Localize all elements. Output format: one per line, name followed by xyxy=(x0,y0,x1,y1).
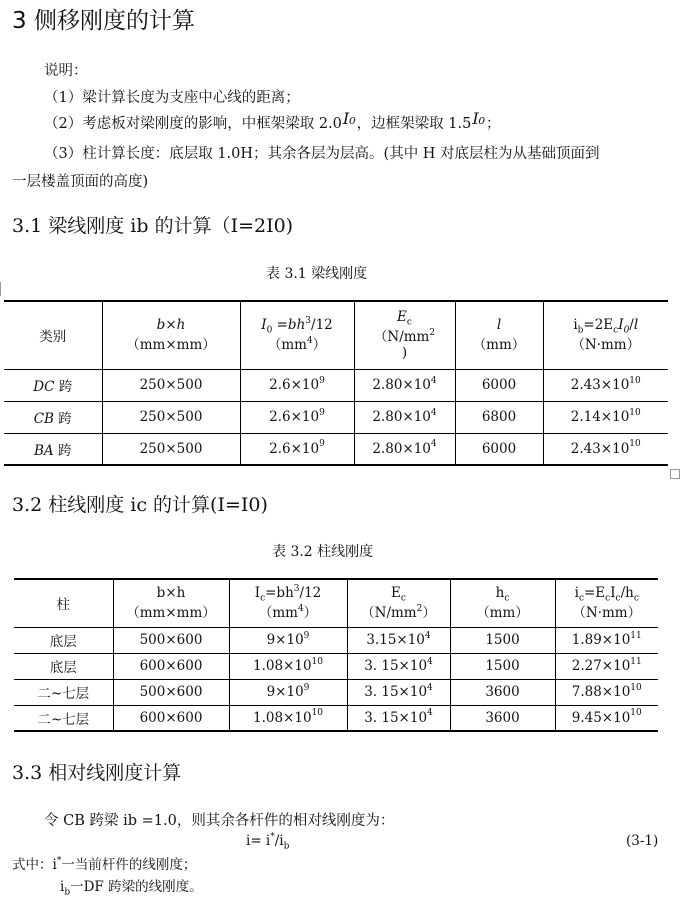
header-icc-h-sub: c xyxy=(633,593,639,604)
row-label: 二~七层 xyxy=(14,705,113,731)
column-stiffness-table xyxy=(14,578,658,732)
header-hc-line2: （mm） xyxy=(476,605,529,622)
table-row xyxy=(14,627,658,653)
header-ec-E: E xyxy=(391,585,401,602)
cell-bh: 500×600 xyxy=(113,679,229,705)
header-i0 xyxy=(240,301,354,369)
cell-ec-exp: 4 xyxy=(430,407,437,418)
note-2-part-b: ，边框架梁取 1.5 xyxy=(356,116,472,132)
header-bh xyxy=(102,301,240,369)
cell-ec xyxy=(347,679,450,705)
note-3-line-2: 一层楼盖顶面的高度) xyxy=(12,174,149,190)
header-l-line2: （mm） xyxy=(472,337,526,354)
header-i0-formula: =bh xyxy=(272,317,306,334)
cell-ec-exp: 4 xyxy=(427,682,433,693)
header-i0-symbol: I xyxy=(261,317,267,334)
cell-bh: 500×600 xyxy=(113,627,229,653)
note-1: （1）梁计算长度为支座中心线的距离； xyxy=(44,90,300,106)
definition-line xyxy=(60,875,203,898)
cell-ec-base: 2.80×10 xyxy=(372,377,431,393)
table-end-mark xyxy=(670,469,680,479)
header-bh-line2: （mm×mm） xyxy=(126,605,216,622)
cell-ic xyxy=(229,679,347,705)
section-title: 3 侧移刚度的计算 xyxy=(12,8,195,34)
header-ib-l: l xyxy=(633,317,639,334)
header-ib-I: I xyxy=(618,317,624,334)
table-row xyxy=(14,653,658,679)
where-prefix: 式中：i xyxy=(12,857,57,873)
header-ic-line2 xyxy=(230,601,347,621)
header-ec-unit: （N/mm xyxy=(373,329,430,346)
header-icc-h: /h xyxy=(620,585,634,602)
cell-l: 6800 xyxy=(455,401,543,433)
row-label xyxy=(4,401,102,433)
header-i0-unit: （mm xyxy=(267,337,307,354)
header-icc-line1 xyxy=(556,585,659,604)
table2-caption: 表 3.2 柱线刚度 xyxy=(272,544,374,560)
cell-i0-exp: 9 xyxy=(319,375,325,386)
header-ec-line1 xyxy=(355,309,455,328)
header-ib xyxy=(543,301,668,369)
cell-hc: 3600 xyxy=(450,679,555,705)
cell-ec-base: 2.80×10 xyxy=(372,440,431,457)
table-row xyxy=(4,369,668,401)
cell-i0 xyxy=(240,369,354,401)
table-header-row xyxy=(14,579,658,627)
where-desc: 一当前杆件的线刚度； xyxy=(61,857,197,873)
header-ib-e-sub: c xyxy=(613,325,619,336)
header-ec-line2 xyxy=(355,325,455,345)
cell-ec-exp: 4 xyxy=(430,439,437,450)
eq-sub: b xyxy=(283,841,290,852)
section-3-2-title: 3.2 柱线刚度 ic 的计算(I=I0) xyxy=(12,494,268,516)
note-2-part-c: ； xyxy=(486,116,501,132)
cell-ec xyxy=(354,433,455,465)
header-bh-line2: （mm×mm） xyxy=(126,337,216,354)
cell-ic xyxy=(229,653,347,679)
header-i0-line1 xyxy=(241,315,354,336)
header-ib-I-sub: 0 xyxy=(623,325,630,336)
cell-ec xyxy=(354,369,455,401)
header-hc-line1 xyxy=(451,585,555,604)
io-symbol: I₀ xyxy=(472,109,486,128)
beam-stiffness-table xyxy=(4,300,668,466)
cell-ib-exp: 10 xyxy=(629,439,641,450)
row-label: 二~七层 xyxy=(14,679,113,705)
cell-ec xyxy=(347,705,450,731)
header-bh xyxy=(113,579,229,627)
table-row xyxy=(14,679,658,705)
where-star: * xyxy=(56,855,62,866)
header-ec xyxy=(347,579,450,627)
cell-i0-exp: 9 xyxy=(319,439,325,450)
header-ec-sub: c xyxy=(400,593,406,604)
header-ib-line2: （N·mm） xyxy=(571,337,641,354)
header-col: 柱 xyxy=(14,579,113,627)
header-hc-sub: c xyxy=(504,593,510,604)
def-i: i xyxy=(60,879,65,895)
header-ec xyxy=(354,301,455,369)
header-ec-line1 xyxy=(348,585,450,604)
note-2-part-a: （2）考虑板对梁刚度的影响，中框架梁取 2.0 xyxy=(44,116,342,132)
cell-icc-exp: 11 xyxy=(630,656,642,667)
cell-i0 xyxy=(240,401,354,433)
cell-ec xyxy=(347,653,450,679)
header-ic-div: /12 xyxy=(299,585,322,602)
cell-ib xyxy=(543,369,668,401)
cell-ec-exp: 4 xyxy=(427,656,433,667)
header-ic-exp: 3 xyxy=(293,583,300,594)
row-label: 底层 xyxy=(14,627,113,653)
cell-hc: 3600 xyxy=(450,705,555,731)
header-ec-line2 xyxy=(348,601,450,621)
row-label-suffix: 跨 xyxy=(54,379,73,395)
header-ic xyxy=(229,579,347,627)
header-ib-sub: b xyxy=(577,325,584,336)
cell-ib xyxy=(543,401,668,433)
header-ec-unit-exp: 2 xyxy=(416,603,423,614)
cell-icc-exp: 10 xyxy=(630,682,642,693)
cell-bh: 250×500 xyxy=(102,369,240,401)
cell-i0-exp: 9 xyxy=(319,407,325,418)
relative-intro: 令 CB 跨梁 ib =1.0，则其余各杆件的相对线刚度为： xyxy=(44,813,395,829)
cell-ib-exp: 10 xyxy=(629,375,641,386)
equation xyxy=(246,831,290,852)
header-i0-div: /12 xyxy=(311,317,333,334)
header-icc-i: i xyxy=(574,585,579,602)
cell-ec-exp: 4 xyxy=(424,630,431,641)
header-icc-I-sub: c xyxy=(615,593,621,604)
header-hc-h: h xyxy=(495,585,505,602)
table-row xyxy=(14,705,658,731)
cell-bh: 250×500 xyxy=(102,401,240,433)
cell-ec xyxy=(347,627,450,653)
header-ib-e: =2E xyxy=(583,317,614,334)
def-desc: 一DF 跨梁的线刚度。 xyxy=(70,879,203,895)
note-2 xyxy=(44,109,501,133)
cell-icc xyxy=(555,705,658,731)
cell-ib-exp: 10 xyxy=(629,407,641,418)
io-symbol: I₀ xyxy=(342,109,356,128)
cell-i0-base: 2.6×10 xyxy=(269,440,320,457)
table-row xyxy=(4,401,668,433)
header-icc-line2: （N·mm） xyxy=(572,605,642,622)
cell-ic-exp: 9 xyxy=(303,682,310,693)
paragraph-mark xyxy=(0,282,9,296)
header-i0-sub: 0 xyxy=(266,325,273,336)
header-i0-unit-exp: 4 xyxy=(306,335,313,346)
cell-icc-base: 7.88×10 xyxy=(571,684,631,700)
eq-lhs: i= i xyxy=(246,833,271,849)
header-l xyxy=(455,301,543,369)
header-icc-e-sub: c xyxy=(605,593,611,604)
cell-icc-exp: 10 xyxy=(630,708,642,719)
cell-ic xyxy=(229,705,347,731)
table-header-row xyxy=(4,301,668,369)
header-ic-unit-close: ） xyxy=(303,605,318,622)
cell-icc xyxy=(555,653,658,679)
cell-l: 6000 xyxy=(455,369,543,401)
cell-icc-base: 1.89×10 xyxy=(571,632,631,648)
eq-div: /i xyxy=(274,833,284,849)
cell-i0-base: 2.6×10 xyxy=(269,409,320,425)
notes-intro: 说明： xyxy=(44,63,88,79)
cell-icc-exp: 11 xyxy=(630,630,642,641)
header-l-line1: l xyxy=(496,317,502,334)
header-ic-sub: c xyxy=(260,593,266,604)
cell-ec-base: 3.15×10 xyxy=(366,632,425,648)
row-label xyxy=(4,369,102,401)
cell-ic-base: 1.08×10 xyxy=(252,709,312,726)
cell-icc xyxy=(555,627,658,653)
header-i0-unit-close: ） xyxy=(312,337,327,354)
header-ec-unit: （N/mm xyxy=(361,605,417,622)
cell-ec-base: 3. 15×10 xyxy=(364,684,428,700)
cell-i0 xyxy=(240,433,354,465)
where-line xyxy=(12,853,196,873)
header-i0-exp: 3 xyxy=(305,315,312,326)
header-ic-unit-exp: 4 xyxy=(297,603,304,614)
table1-caption: 表 3.1 梁线刚度 xyxy=(266,266,368,282)
header-icc-I: I xyxy=(610,585,616,602)
cell-ic-exp: 9 xyxy=(303,630,310,641)
header-ec-unit-exp: 2 xyxy=(429,327,436,338)
header-ib-i: i xyxy=(573,317,578,334)
header-ib-line1 xyxy=(544,317,669,336)
cell-ib-base: 2.14×10 xyxy=(570,409,630,425)
row-label-name: CB xyxy=(33,411,54,427)
cell-bh: 600×600 xyxy=(113,653,229,679)
cell-ic-exp: 10 xyxy=(311,708,323,719)
header-bh-line1: b×h xyxy=(156,317,186,334)
header-hc xyxy=(450,579,555,627)
row-label-suffix: 跨 xyxy=(53,442,72,459)
table-row xyxy=(4,433,668,465)
cell-bh: 250×500 xyxy=(102,433,240,465)
cell-ic-base: 9×10 xyxy=(266,684,304,700)
def-sub: b xyxy=(64,887,71,898)
cell-ec-exp: 4 xyxy=(430,375,437,386)
header-type: 类别 xyxy=(4,301,102,369)
header-bh-line1: b×h xyxy=(156,585,186,602)
cell-ec-base: 2.80×10 xyxy=(372,409,431,425)
header-icc-e: =E xyxy=(583,585,606,602)
row-label: 底层 xyxy=(14,653,113,679)
cell-l: 6000 xyxy=(455,433,543,465)
section-3-1-title: 3.1 梁线刚度 ib 的计算（I=2I0) xyxy=(12,215,294,237)
header-icc-sub: c xyxy=(578,593,584,604)
section-3-3-title: 3.3 相对线刚度计算 xyxy=(12,762,182,784)
header-ic-formula: =bh xyxy=(265,585,294,602)
cell-ec-exp: 4 xyxy=(427,708,433,719)
header-icc xyxy=(555,579,658,627)
cell-ec-base: 3. 15×10 xyxy=(364,658,428,674)
cell-i0-base: 2.6×10 xyxy=(269,377,320,393)
cell-ib-base: 2.43×10 xyxy=(570,440,630,457)
header-ec-unit-close: ） xyxy=(422,605,436,622)
cell-icc-base: 9.45×10 xyxy=(571,709,631,726)
cell-ic-base: 1.08×10 xyxy=(252,658,312,674)
row-label xyxy=(4,433,102,465)
header-ec-sub: c xyxy=(406,317,412,328)
header-ec-line3: ) xyxy=(401,345,408,362)
cell-ic xyxy=(229,627,347,653)
cell-ic-base: 9×10 xyxy=(266,632,304,648)
header-ib-slash: / xyxy=(629,317,634,334)
cell-hc: 1500 xyxy=(450,627,555,653)
cell-ib xyxy=(543,433,668,465)
note-3-line-1: （3）柱计算长度：底层取 1.0H；其余各层为层高。(其中 H 对底层柱为从基础顶面到 xyxy=(44,146,600,162)
header-ic-line1 xyxy=(230,583,347,604)
header-ic-unit: （mm xyxy=(258,605,298,622)
row-label-suffix: 跨 xyxy=(53,411,72,427)
cell-bh: 600×600 xyxy=(113,705,229,731)
equation-number: (3-1) xyxy=(626,833,659,849)
cell-icc xyxy=(555,679,658,705)
eq-star: * xyxy=(270,831,275,842)
cell-icc-base: 2.27×10 xyxy=(571,658,631,674)
header-i0-line2 xyxy=(241,333,354,353)
cell-hc: 1500 xyxy=(450,653,555,679)
cell-ec xyxy=(354,401,455,433)
row-label-name: BA xyxy=(34,442,54,459)
row-label-name: DC xyxy=(33,379,55,395)
cell-ib-base: 2.43×10 xyxy=(570,377,630,393)
header-ec-symbol: E xyxy=(397,309,407,326)
cell-ec-base: 3. 15×10 xyxy=(364,709,428,726)
cell-ic-exp: 10 xyxy=(311,656,323,667)
header-ic-I: I xyxy=(254,585,261,602)
